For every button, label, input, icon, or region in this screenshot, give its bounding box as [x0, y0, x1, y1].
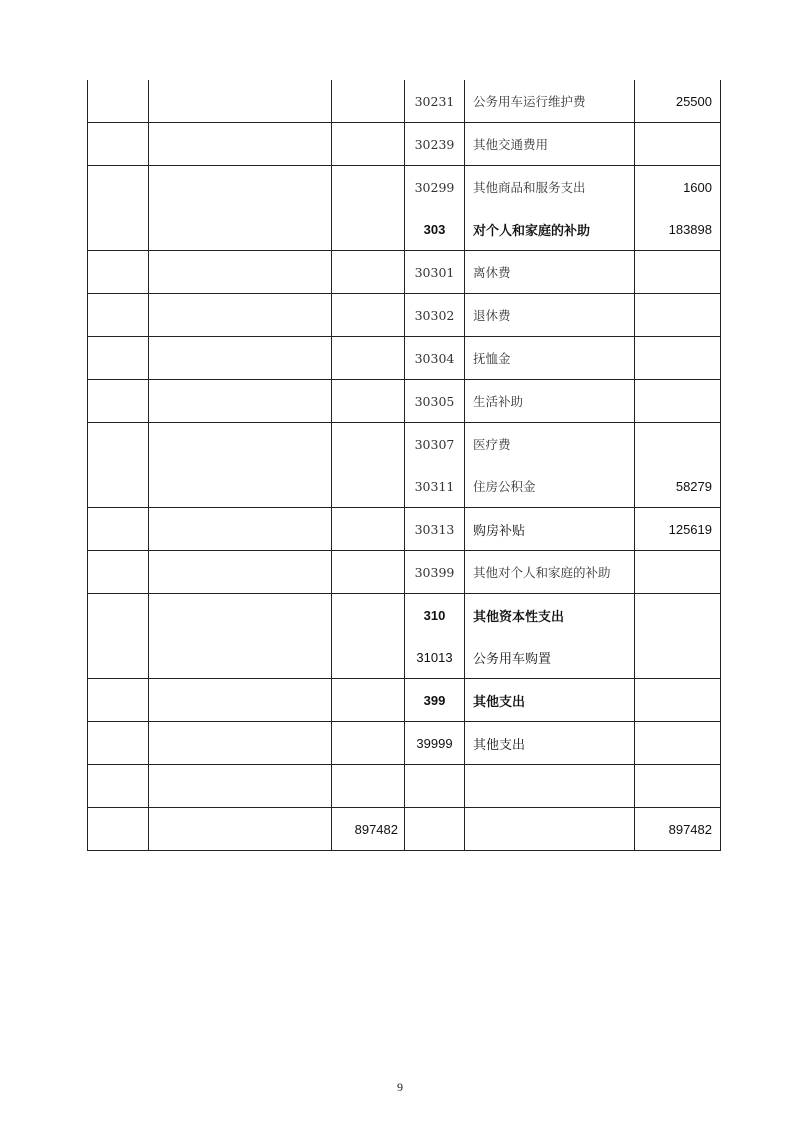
expense-amount-cell [635, 123, 721, 166]
income-code-cell [88, 80, 149, 123]
totals-label-cell [88, 808, 149, 851]
expense-name-cell: 公务用车购置 [465, 636, 635, 679]
expense-code-cell: 30311 [405, 465, 465, 508]
expense-name-cell: 其他资本性支出 [465, 594, 635, 637]
expense-name-cell: 公务用车运行维护费 [465, 80, 635, 123]
income-amount-cell [332, 551, 405, 594]
expense-amount-cell: 125619 [635, 508, 721, 551]
expense-name-cell: 抚恤金 [465, 337, 635, 380]
income-amount-cell [332, 722, 405, 765]
expense-code-cell: 30304 [405, 337, 465, 380]
income-name-cell [149, 679, 332, 722]
table-row [88, 337, 721, 380]
budget-detail-table [87, 80, 721, 851]
income-name-cell [149, 294, 332, 337]
table-row [88, 294, 721, 337]
expense-name-cell [465, 765, 635, 808]
income-code-cell [88, 251, 149, 294]
income-name-cell [149, 508, 332, 551]
table-row [88, 251, 721, 294]
expense-amount-cell [635, 294, 721, 337]
expense-code-cell: 30399 [405, 551, 465, 594]
income-amount-cell [332, 380, 405, 423]
income-amount-cell [332, 251, 405, 294]
table-row [88, 423, 721, 466]
income-code-cell [88, 294, 149, 337]
expense-total-amount: 897482 [635, 808, 721, 851]
income-code-cell [88, 551, 149, 594]
income-name-cell [149, 251, 332, 294]
income-code-cell [88, 508, 149, 551]
expense-name-cell: 医疗费 [465, 423, 635, 466]
income-amount-cell [332, 423, 405, 508]
expense-code-cell: 310 [405, 594, 465, 637]
expense-name-cell: 其他支出 [465, 722, 635, 765]
expense-name-cell: 对个人和家庭的补助 [465, 208, 635, 251]
income-amount-cell [332, 166, 405, 251]
table-row [88, 508, 721, 551]
income-name-cell [149, 423, 332, 508]
income-name-cell [149, 765, 332, 808]
income-name-cell [149, 337, 332, 380]
expense-name-cell: 其他对个人和家庭的补助 [465, 551, 635, 594]
income-code-cell [88, 679, 149, 722]
table-row [88, 80, 721, 123]
expense-amount-cell: 25500 [635, 80, 721, 123]
table-row [88, 594, 721, 637]
table-row [88, 765, 721, 808]
expense-amount-cell [635, 337, 721, 380]
expense-code-cell: 31013 [405, 636, 465, 679]
expense-code-cell: 30231 [405, 80, 465, 123]
income-code-cell [88, 423, 149, 508]
income-code-cell [88, 765, 149, 808]
expense-amount-cell [635, 722, 721, 765]
table-row [88, 166, 721, 209]
expense-name-cell: 住房公积金 [465, 465, 635, 508]
expense-name-cell: 购房补贴 [465, 508, 635, 551]
income-code-cell [88, 380, 149, 423]
table-row [88, 551, 721, 594]
income-name-cell [149, 594, 332, 679]
expense-name-cell: 其他交通费用 [465, 123, 635, 166]
expense-amount-cell: 183898 [635, 208, 721, 251]
totals-label-cell [149, 808, 332, 851]
expense-code-cell: 30301 [405, 251, 465, 294]
expense-amount-cell [635, 679, 721, 722]
expense-amount-cell [635, 380, 721, 423]
totals-code-cell [405, 808, 465, 851]
income-amount-cell [332, 765, 405, 808]
income-name-cell [149, 80, 332, 123]
expense-name-cell: 退休费 [465, 294, 635, 337]
expense-code-cell: 30239 [405, 123, 465, 166]
income-amount-cell [332, 594, 405, 679]
totals-name-cell [465, 808, 635, 851]
income-name-cell [149, 551, 332, 594]
table-row [88, 722, 721, 765]
expense-amount-cell [635, 423, 721, 466]
expense-name-cell: 其他支出 [465, 679, 635, 722]
expense-name-cell: 离休费 [465, 251, 635, 294]
income-amount-cell [332, 294, 405, 337]
expense-code-cell: 399 [405, 679, 465, 722]
income-name-cell [149, 722, 332, 765]
expense-code-cell [405, 765, 465, 808]
expense-amount-cell: 58279 [635, 465, 721, 508]
income-code-cell [88, 594, 149, 679]
expense-code-cell: 30313 [405, 508, 465, 551]
totals-row [88, 808, 721, 851]
expense-amount-cell: 1600 [635, 166, 721, 209]
expense-amount-cell [635, 551, 721, 594]
expense-code-cell: 303 [405, 208, 465, 251]
expense-code-cell: 30299 [405, 166, 465, 209]
expense-name-cell: 其他商品和服务支出 [465, 166, 635, 209]
expense-code-cell: 30302 [405, 294, 465, 337]
income-amount-cell [332, 123, 405, 166]
income-name-cell [149, 380, 332, 423]
income-amount-cell [332, 508, 405, 551]
expense-name-cell: 生活补助 [465, 380, 635, 423]
income-name-cell [149, 166, 332, 251]
table-row [88, 679, 721, 722]
income-amount-cell [332, 80, 405, 123]
income-total-amount: 897482 [332, 808, 405, 851]
income-code-cell [88, 337, 149, 380]
income-code-cell [88, 123, 149, 166]
income-amount-cell [332, 337, 405, 380]
table-row [88, 380, 721, 423]
expense-amount-cell [635, 765, 721, 808]
expense-code-cell: 30305 [405, 380, 465, 423]
expense-code-cell: 30307 [405, 423, 465, 466]
expense-amount-cell [635, 636, 721, 679]
income-code-cell [88, 722, 149, 765]
expense-code-cell: 39999 [405, 722, 465, 765]
income-name-cell [149, 123, 332, 166]
expense-amount-cell [635, 251, 721, 294]
income-amount-cell [332, 679, 405, 722]
table-row [88, 123, 721, 166]
expense-amount-cell [635, 594, 721, 637]
income-code-cell [88, 166, 149, 251]
page-number: 9 [397, 1080, 403, 1094]
